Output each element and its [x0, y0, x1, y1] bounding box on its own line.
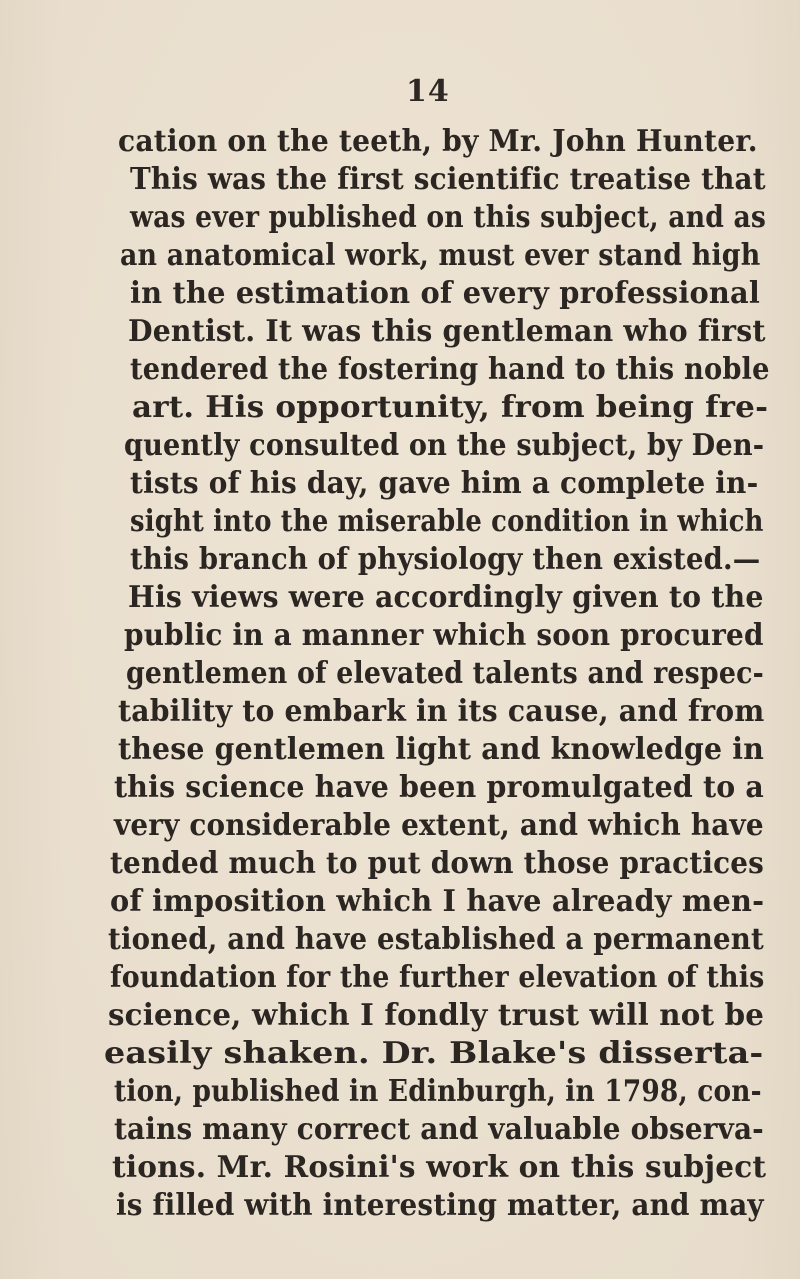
- text-line: His views were accordingly given to the: [128, 579, 764, 614]
- text-line: This was the first scientific treatise that: [130, 161, 766, 196]
- text-line: tions. Mr. Rosini's work on this subject: [112, 1149, 767, 1184]
- text-line: public in a manner which soon procured: [124, 617, 764, 652]
- text-line: this branch of physiology then existed.—: [130, 541, 761, 576]
- text-line: Dentist. It was this gentleman who first: [128, 313, 766, 348]
- text-line: tion, published in Edinburgh, in 1798, con-: [114, 1073, 762, 1108]
- text-line: sight into the miserable condition in which: [130, 503, 764, 538]
- text-line: science, which I fondly trust will not be: [108, 997, 765, 1032]
- text-line: of imposition which I have already men-: [110, 883, 765, 918]
- text-line: easily shaken. Dr. Blake's disserta-: [104, 1035, 764, 1070]
- text-line: is filled with interesting matter, and may: [116, 1187, 764, 1222]
- text-line: tains many correct and valuable observa-: [114, 1111, 764, 1146]
- text-line: tioned, and have established a permanent: [108, 921, 764, 956]
- text-line: art. His opportunity, from being fre-: [132, 389, 769, 424]
- text-line: tendered the fostering hand to this noble: [130, 351, 770, 386]
- text-line: foundation for the further elevation of this: [110, 959, 765, 994]
- text-line: quently consulted on the subject, by Den-: [124, 427, 765, 462]
- text-line: tended much to put down those practices: [110, 845, 765, 880]
- text-line: tability to embark in its cause, and from: [118, 693, 765, 728]
- text-line: very considerable extent, and which have: [114, 807, 764, 842]
- text-line: cation on the teeth, by Mr. John Hunter.: [118, 123, 758, 158]
- page-number: 14: [406, 74, 450, 109]
- text-line: these gentlemen light and knowledge in: [118, 731, 764, 766]
- text-line: was ever published on this subject, and as: [130, 199, 767, 234]
- text-line: an anatomical work, must ever stand high: [120, 237, 761, 272]
- text-line: in the estimation of every professional: [130, 275, 761, 310]
- text-line: tists of his day, gave him a complete in-: [130, 465, 759, 500]
- text-line: gentlemen of elevated talents and respec-: [126, 655, 764, 690]
- text-line: this science have been promulgated to a: [114, 769, 764, 804]
